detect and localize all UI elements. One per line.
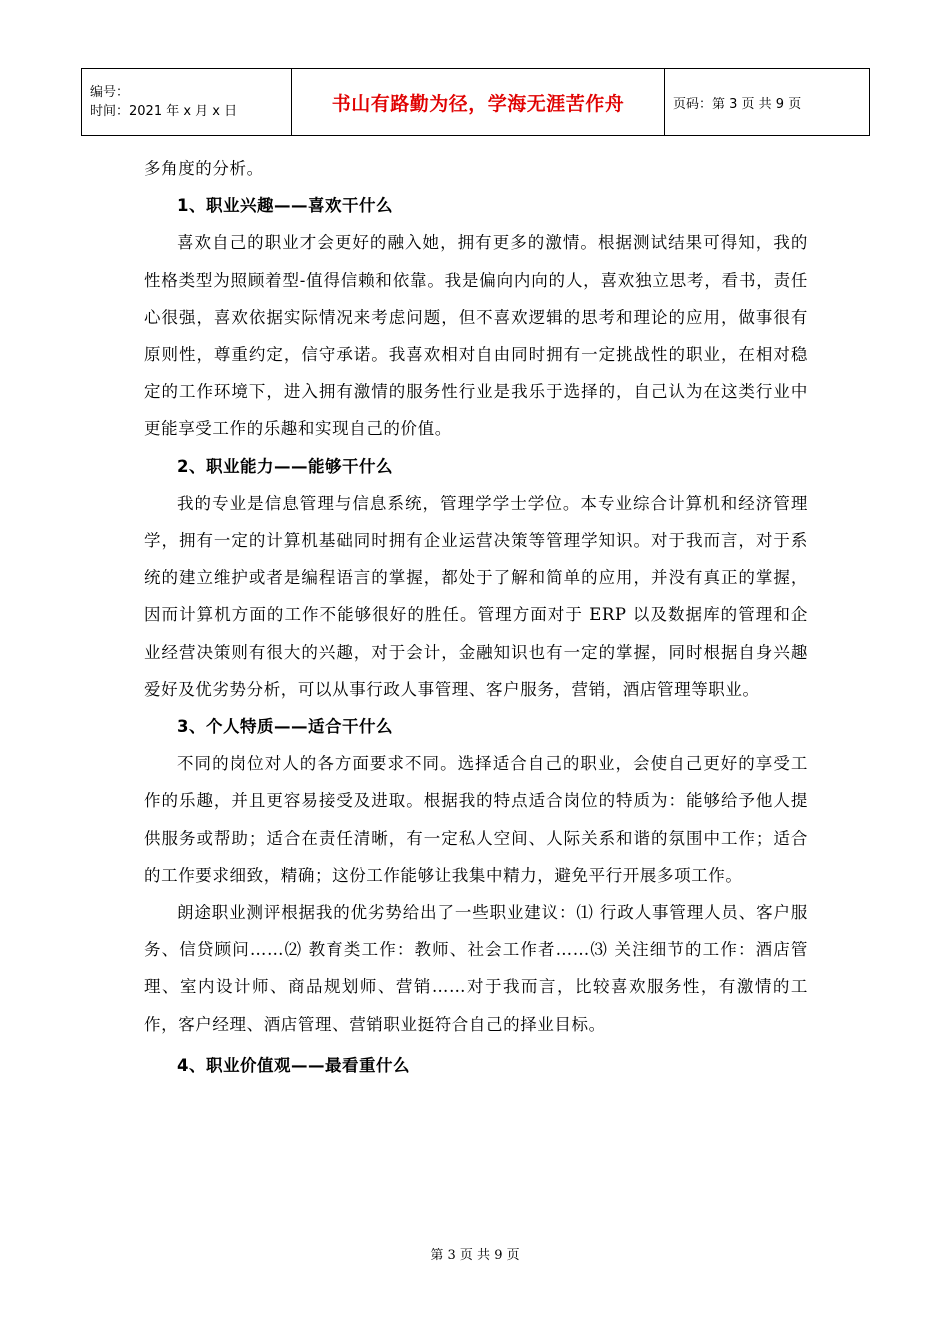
header-meta-cell xyxy=(82,69,292,136)
header-motto: 书山有路勤为径，学海无涯苦作舟 xyxy=(292,69,665,136)
section-heading-ability: 2、职业能力——能够干什么 xyxy=(177,456,393,476)
section-heading-traits: 3、个人特质——适合干什么 xyxy=(177,717,393,737)
paragraph-suggestions: 朗途职业测评根据我的优劣势给出了一些职业建议：⑴ 行政人事管理人员、客户服务、信贷顾问……⑵ 教育类工作：教师、社会工作者……⑶ 关注细节的工作：酒店管理、室内设计师、商品规划师、营销……对于我而言，比较喜欢服务性，有激情的工作，客户经理、酒店管理、营销职业挺符合自己的择业目标。 xyxy=(144,903,808,1034)
document-body xyxy=(144,150,808,1084)
paragraph-ability: 我的专业是信息管理与信息系统，管理学学士学位。本专业综合计算机和经济管理学，拥有一定的计算机基础同时拥有企业运营决策等管理学知识。对于我而言，对于系统的建立维护或者是编程语言的掌握，都处于了解和简单的应用，并没有真正的掌握，因而计算机方面的工作不能够很好的胜任。管理方面对于 ERP 以及数据库的管理和企业经营决策则有很大的兴趣，对于会计，金融知识也有一定的掌握，同时根据自身兴趣爱好及优劣势分析，可以从事行政人事管理、客户服务，营销，酒店管理等职业。 xyxy=(144,493,808,699)
header-page-info: 页码：第 3 页 共 9 页 xyxy=(665,69,870,136)
section-heading-values: 4、职业价值观——最看重什么 xyxy=(177,1055,410,1075)
page-footer: 第 3 页 共 9 页 xyxy=(430,1248,520,1263)
section-heading-interest: 1、职业兴趣——喜欢干什么 xyxy=(177,196,393,216)
paragraph-traits: 不同的岗位对人的各方面要求不同。选择适合自己的职业，会使自己更好的享受工作的乐趣，并且更容易接受及进取。根据我的特点适合岗位的特质为：能够给予他人提供服务或帮助；适合在责任清晰，有一定私人空间、人际关系和谐的氛围中工作；适合的工作要求细致，精确；这份工作能够让我集中精力，避免平行开展多项工作。 xyxy=(144,754,808,885)
paragraph-interest: 喜欢自己的职业才会更好的融入她，拥有更多的激情。根据测试结果可得知，我的性格类型为照顾着型-值得信赖和依靠。我是偏向内向的人，喜欢独立思考，看书，责任心很强，喜欢依据实际情况来考虑问题，但不喜欢逻辑的思考和理论的应用，做事很有原则性，尊重约定，信守承诺。我喜欢相对自由同时拥有一定挑战性的职业，在相对稳定的工作环境下，进入拥有激情的服务性行业是我乐于选择的，自己认为在这类行业中更能享受工作的乐趣和实现自己的价值。 xyxy=(144,233,808,439)
date-label: 时间：2021 年 x 月 x 日 xyxy=(90,104,238,119)
doc-number-label: 编号： xyxy=(90,85,130,100)
paragraph-continuation: 多角度的分析。 xyxy=(144,159,264,178)
header-table xyxy=(81,68,870,136)
